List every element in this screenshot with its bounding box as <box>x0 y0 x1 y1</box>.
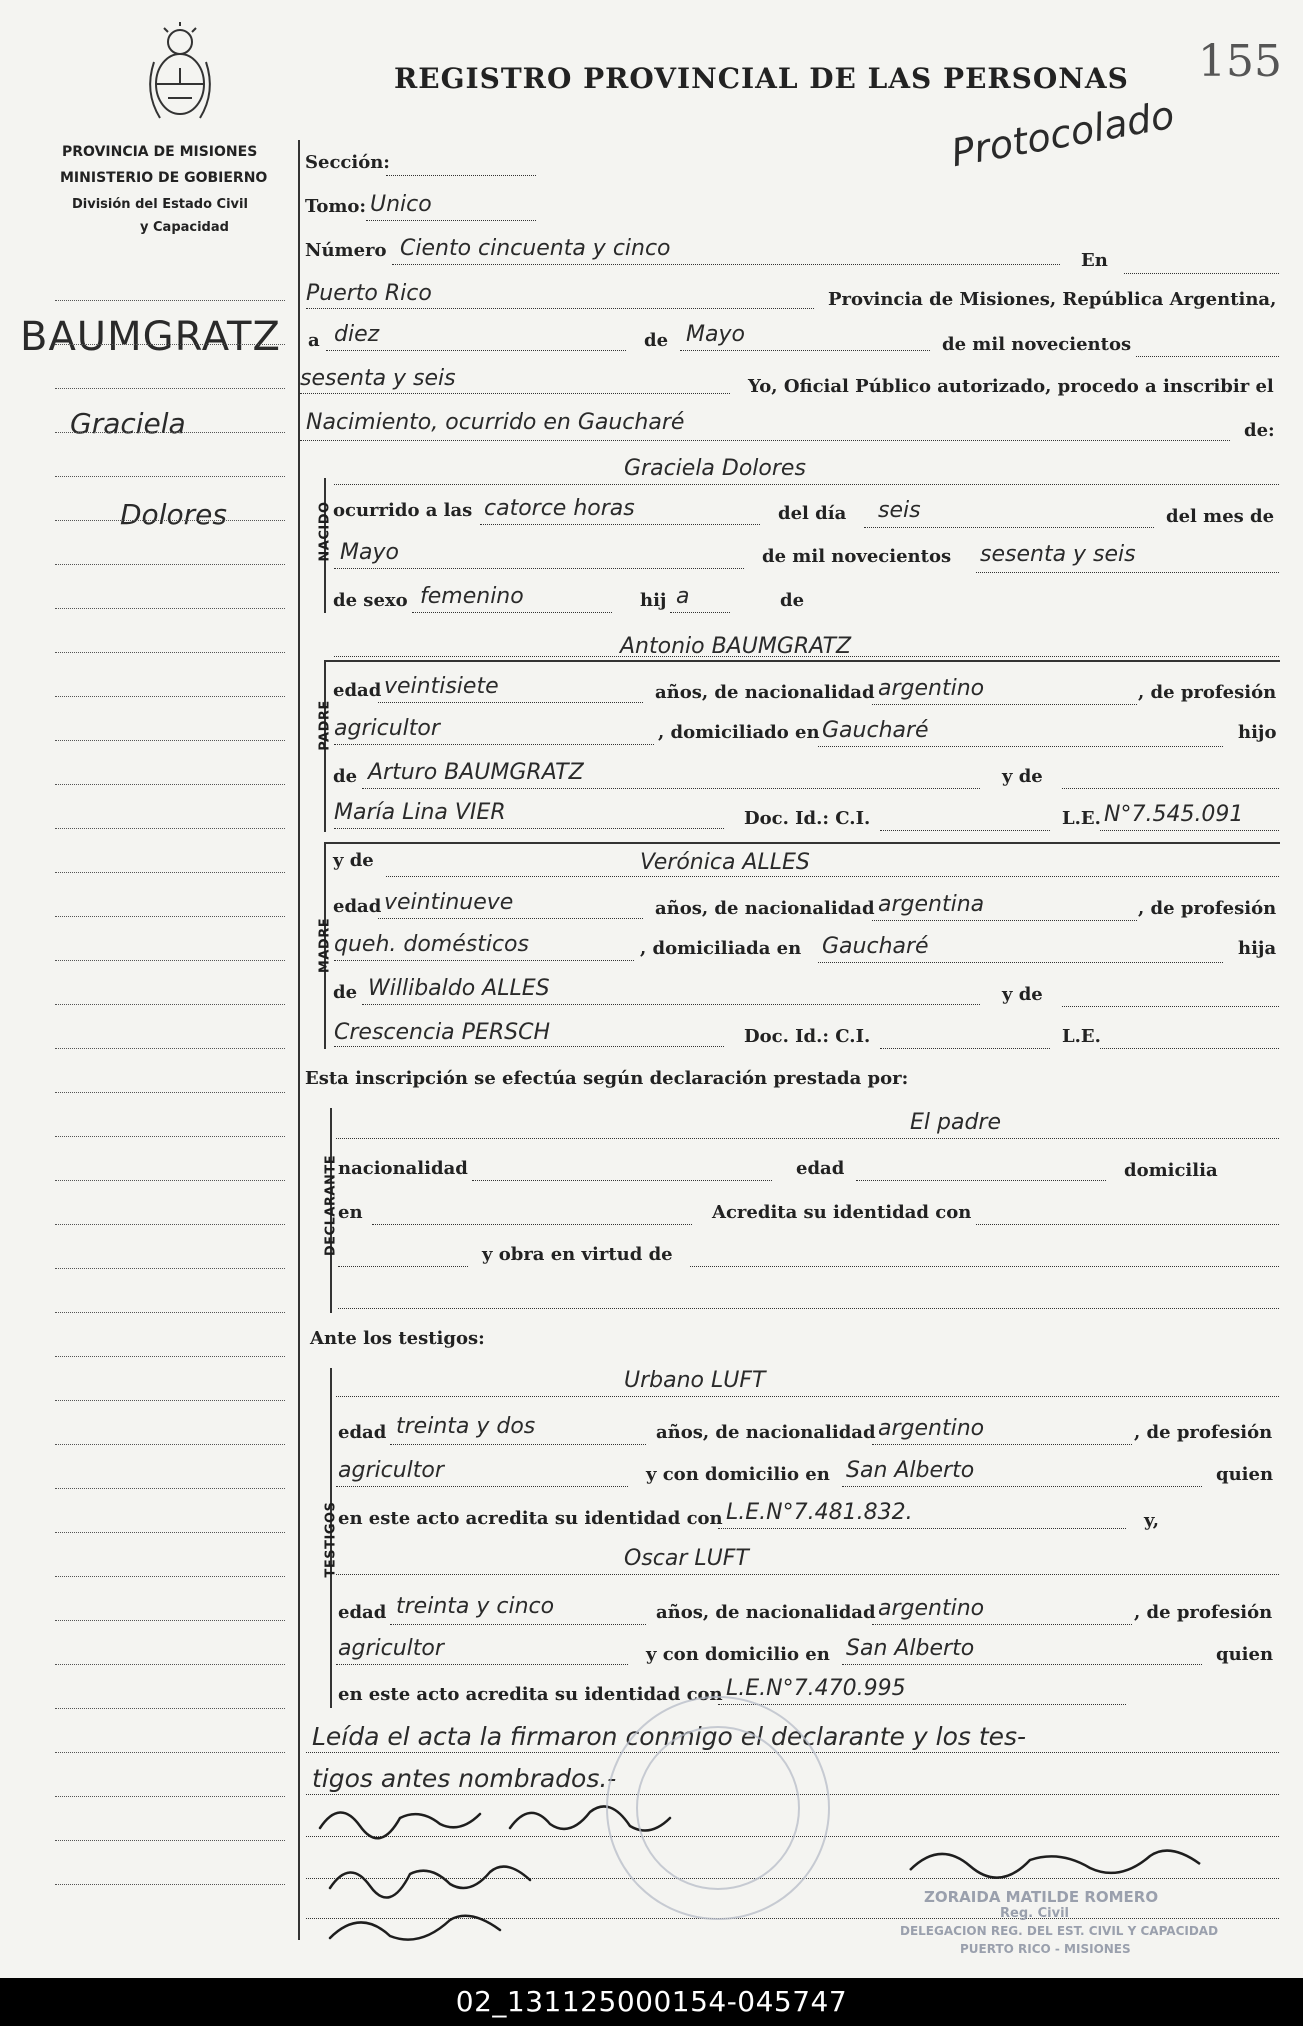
margin-rule-line <box>55 1620 285 1621</box>
seccion-label: Sección: <box>305 152 390 173</box>
closing-line-1: Leída el acta la firmaron conmigo el declarante y los tes- <box>312 1722 1027 1751</box>
year-field <box>300 393 730 394</box>
w1-name-field <box>336 1396 1279 1397</box>
declarante-obra-label: y obra en virtud de <box>482 1244 673 1265</box>
tomo-field <box>366 220 536 221</box>
page-title: REGISTRO PROVINCIAL DE LAS PERSONAS <box>394 62 1129 95</box>
margin-rule-line <box>55 476 285 477</box>
declarante-dom-label: domicilia <box>1124 1160 1218 1181</box>
margin-rule-line <box>55 1048 285 1049</box>
madre-dom-value: Gaucharé <box>822 934 929 959</box>
testigos-intro: Ante los testigos: <box>310 1328 485 1349</box>
padre-nac-field <box>872 704 1137 705</box>
margin-rule-line <box>55 916 285 917</box>
margin-rule-line <box>55 388 285 389</box>
margin-rule-line <box>55 1092 285 1093</box>
w1-dom-value: San Alberto <box>846 1458 975 1483</box>
margin-rule-line <box>55 1884 285 1885</box>
madre-nac-field <box>872 920 1137 921</box>
margin-middle-name: Dolores <box>120 498 227 531</box>
nacido-name-value: Graciela Dolores <box>624 456 806 481</box>
numero-value: Ciento cincuenta y cinco <box>400 236 671 261</box>
w2-nac-value: argentino <box>878 1596 985 1621</box>
w2-name: Oscar LUFT <box>624 1546 749 1571</box>
ocurrido-label: ocurrido a las <box>333 500 473 521</box>
declarante-section-label: DECLARANTE <box>323 1154 339 1257</box>
nacido-mil-label: de mil novecientos <box>762 546 952 567</box>
madre-doc-label: Doc. Id.: C.I. <box>744 1026 871 1047</box>
padre-mother-field <box>334 828 724 829</box>
w2-prof-label: , de profesión <box>1134 1602 1273 1623</box>
padre-y-de-label: y de <box>1002 766 1043 787</box>
official-line-4: PUERTO RICO - MISIONES <box>960 1942 1131 1956</box>
official-signature-icon <box>900 1830 1220 1890</box>
padre-dom-field <box>818 746 1223 747</box>
w1-prof-value: agricultor <box>338 1458 444 1483</box>
declarante-obra-field <box>690 1266 1279 1267</box>
padre-le-label: L.E. <box>1062 808 1101 829</box>
de-label: de <box>644 330 669 351</box>
w1-dom-field <box>842 1486 1202 1487</box>
act-value: Nacimiento, ocurrido en Gaucharé <box>306 410 685 435</box>
w1-prof-label: , de profesión <box>1134 1422 1273 1443</box>
margin-rule-line <box>55 1752 285 1753</box>
nacido-de-label: de <box>780 590 805 611</box>
dia-value: seis <box>878 498 921 523</box>
madre-nac-value: argentina <box>878 892 985 917</box>
w2-doc-value: L.E.N°7.470.995 <box>726 1676 906 1701</box>
w2-edad-field <box>390 1624 646 1625</box>
declarante-en-label: en <box>338 1202 363 1223</box>
numero-field <box>392 264 1060 265</box>
anio-value: sesenta y seis <box>980 542 1136 567</box>
padre-prof-label: , de profesión <box>1138 682 1277 703</box>
madre-dom-field <box>818 962 1223 963</box>
margin-first-name: Graciela <box>70 407 186 440</box>
place-field <box>306 308 814 309</box>
madre-doc-field <box>880 1048 1050 1049</box>
madre-prof-field <box>334 960 634 961</box>
w2-nac-label: años, de nacionalidad <box>656 1602 876 1623</box>
en-field <box>1124 273 1279 274</box>
madre-prof-label: , de profesión <box>1138 898 1277 919</box>
w2-doc-field <box>718 1704 1126 1705</box>
madre-y-de2-label: y de <box>1002 984 1043 1005</box>
madre-hija-label: hija <box>1238 938 1277 959</box>
margin-rule-line <box>55 1312 285 1313</box>
w2-quien-label: quien <box>1216 1644 1274 1665</box>
page-number: 155 <box>1198 36 1282 87</box>
madre-de-label: de <box>333 982 358 1003</box>
w1-acredita-label: en este acto acredita su identidad con <box>338 1508 723 1529</box>
padre-father-value: Arturo BAUMGRATZ <box>368 760 584 785</box>
margin-rule-line <box>55 1664 285 1665</box>
testigos-section-label: TESTIGOS <box>323 1501 339 1578</box>
w1-edad-label: edad <box>338 1422 387 1443</box>
padre-divider <box>324 842 1280 844</box>
margin-rule-line <box>55 432 285 433</box>
margin-rule <box>298 140 300 1940</box>
month-field <box>680 350 930 351</box>
margin-rule-line <box>55 344 285 345</box>
declarante-intro: Esta inscripción se efectúa según declaración prestada por: <box>305 1068 909 1089</box>
image-id-bar <box>0 1978 1303 2026</box>
w1-doc-value: L.E.N°7.481.832. <box>726 1500 913 1525</box>
madre-dom-label: , domiciliada en <box>640 938 802 959</box>
w1-quien-label: quien <box>1216 1464 1274 1485</box>
protocolado-annotation: Protocolado <box>947 92 1178 176</box>
margin-rule-line <box>55 1400 285 1401</box>
w1-name: Urbano LUFT <box>624 1368 766 1393</box>
w2-edad-label: edad <box>338 1602 387 1623</box>
margin-rule-line <box>55 1708 285 1709</box>
w1-edad-field <box>390 1444 646 1445</box>
declarante-edad-field <box>856 1180 1106 1181</box>
w2-dom-label: y con domicilio en <box>646 1644 830 1665</box>
nacido-divider <box>324 660 1280 662</box>
month-value: Mayo <box>686 322 745 347</box>
margin-rule-line <box>55 872 285 873</box>
margin-rule-line <box>55 1796 285 1797</box>
padre-nac-value: argentino <box>878 676 985 701</box>
anio-field <box>976 572 1279 573</box>
mil-label: de mil novecientos <box>942 334 1132 355</box>
padre-edad-label: edad <box>333 680 382 701</box>
madre-section-label: MADRE <box>317 917 333 974</box>
madre-mother-value: Crescencia PERSCH <box>334 1020 550 1045</box>
tomo-value: Unico <box>370 192 432 217</box>
margin-rule-line <box>55 652 285 653</box>
declarante-extra-field <box>338 1308 1279 1309</box>
mil-field <box>1136 356 1279 357</box>
madre-father-field <box>362 1004 980 1005</box>
act-field <box>300 440 1230 441</box>
madre-edad-value: veintinueve <box>384 890 514 915</box>
footer-code: 02_131125000154-045747 <box>455 1985 848 2018</box>
w1-nac-label: años, de nacionalidad <box>656 1422 876 1443</box>
w2-edad-value: treinta y cinco <box>396 1594 555 1619</box>
declarante-obra-pre-field <box>338 1266 468 1267</box>
mes-value: Mayo <box>340 540 399 565</box>
provincia-label: Provincia de Misiones, República Argentina, <box>828 289 1277 310</box>
w2-nac-field <box>872 1624 1132 1625</box>
hora-value: catorce horas <box>484 496 635 521</box>
w2-prof-value: agricultor <box>338 1636 444 1661</box>
w1-nac-field <box>872 1444 1132 1445</box>
declarante-value: El padre <box>910 1110 1001 1135</box>
seccion-field <box>386 175 536 176</box>
padre-dom-label: , domiciliado en <box>658 722 820 743</box>
en-label: En <box>1081 250 1108 271</box>
place-value: Puerto Rico <box>306 281 432 306</box>
ministry-label: MINISTERIO DE GOBIERNO <box>60 170 268 186</box>
padre-edad-value: veintisiete <box>384 674 499 699</box>
margin-rule-line <box>55 828 285 829</box>
margin-rule-line <box>55 1488 285 1489</box>
margin-rule-line <box>55 608 285 609</box>
madre-le-label: L.E. <box>1062 1026 1101 1047</box>
year-value: sesenta y seis <box>300 366 456 391</box>
de-colon-label: de: <box>1244 420 1275 441</box>
closing-line-2: tigos antes nombrados.- <box>312 1764 617 1793</box>
margin-surname: BAUMGRATZ <box>20 314 281 360</box>
declarante-field <box>336 1138 1279 1139</box>
sexo-field <box>412 612 612 613</box>
margin-rule-line <box>55 1840 285 1841</box>
margin-rule-line <box>55 1180 285 1181</box>
declarante-acredita-label: Acredita su identidad con <box>712 1202 972 1223</box>
padre-name-value: Antonio BAUMGRATZ <box>620 634 852 659</box>
tomo-label: Tomo: <box>305 196 367 217</box>
declarante-nac-label: nacionalidad <box>338 1158 468 1179</box>
margin-rule-line <box>55 740 285 741</box>
padre-prof-value: agricultor <box>334 716 440 741</box>
declarante-en-field <box>372 1224 692 1225</box>
madre-le-field <box>1100 1048 1279 1049</box>
del-dia-label: del día <box>778 503 847 524</box>
margin-rule-line <box>55 1356 285 1357</box>
declarante-acredita-field <box>976 1224 1279 1225</box>
padre-nac-label: años, de nacionalidad <box>655 682 875 703</box>
province-label: PROVINCIA DE MISIONES <box>62 144 258 160</box>
madre-father-value: Willibaldo ALLES <box>368 976 550 1001</box>
hora-field <box>480 524 760 525</box>
padre-mother-value: María Lina VIER <box>334 800 506 825</box>
day-field <box>326 350 626 351</box>
w1-dom-label: y con domicilio en <box>646 1464 830 1485</box>
padre-section-label: PADRE <box>317 700 333 751</box>
w1-edad-value: treinta y dos <box>396 1414 536 1439</box>
madre-prof-value: queh. domésticos <box>334 932 529 957</box>
numero-label: Número <box>305 240 387 261</box>
margin-rule-line <box>55 1268 285 1269</box>
hij-value: a <box>676 584 690 609</box>
declarante-nac-field <box>472 1180 772 1181</box>
declarante-edad-label: edad <box>796 1158 845 1179</box>
margin-rule-line <box>55 1532 285 1533</box>
madre-mother-field <box>334 1046 724 1047</box>
margin-rule-line <box>55 520 285 521</box>
padre-hijo-label: hijo <box>1238 722 1277 743</box>
hij-field <box>670 612 730 613</box>
madre-nac-label: años, de nacionalidad <box>655 898 875 919</box>
w2-name-field <box>336 1574 1279 1575</box>
a-label: a <box>308 330 320 351</box>
nacido-name-field <box>334 484 1279 485</box>
hij-label: hij <box>640 590 667 611</box>
del-mes-label: del mes de <box>1166 506 1275 527</box>
madre-edad-field <box>378 918 643 919</box>
margin-rule-line <box>55 1224 285 1225</box>
sexo-label: de sexo <box>333 590 408 611</box>
division-label: División del Estado Civil <box>72 197 248 212</box>
division-label-2: y Capacidad <box>140 220 229 235</box>
padre-le-field <box>1100 830 1279 831</box>
madre-name-field <box>386 876 1279 877</box>
padre-father-field <box>362 788 980 789</box>
madre-name-value: Verónica ALLES <box>640 850 810 875</box>
margin-rule-line <box>55 960 285 961</box>
padre-y-de-field <box>1062 788 1279 789</box>
yo-label: Yo, Oficial Público autorizado, procedo a inscribir el <box>748 376 1274 397</box>
sexo-value: femenino <box>420 584 524 609</box>
w1-y-label: y, <box>1144 1510 1160 1531</box>
madre-edad-label: edad <box>333 896 382 917</box>
nacido-section-label: NACIDO <box>317 501 333 562</box>
padre-doc-label: Doc. Id.: C.I. <box>744 808 871 829</box>
margin-rule-line <box>55 696 285 697</box>
w1-nac-value: argentino <box>878 1416 985 1441</box>
madre-y-de-label: y de <box>333 850 374 871</box>
w2-prof-field <box>336 1664 628 1665</box>
padre-dom-value: Gaucharé <box>822 718 929 743</box>
official-line-3: DELEGACION REG. DEL EST. CIVIL Y CAPACIDAD <box>900 1924 1219 1938</box>
dia-field <box>864 527 1154 528</box>
padre-name-field <box>334 656 1279 657</box>
margin-rule-line <box>55 1136 285 1137</box>
margin-rule-line <box>55 300 285 301</box>
mes-field <box>334 568 744 569</box>
margin-rule-line <box>55 784 285 785</box>
padre-le-value: N°7.545.091 <box>1104 802 1244 827</box>
w2-dom-field <box>842 1664 1202 1665</box>
official-line-2: Reg. Civil <box>1000 1906 1069 1921</box>
margin-rule-line <box>55 564 285 565</box>
official-name: ZORAIDA MATILDE ROMERO <box>924 1888 1159 1906</box>
padre-prof-field <box>334 744 654 745</box>
w2-dom-value: San Alberto <box>846 1636 975 1661</box>
padre-de-label: de <box>333 766 358 787</box>
w2-acredita-label: en este acto acredita su identidad con <box>338 1684 723 1705</box>
madre-y-de2-field <box>1062 1006 1279 1007</box>
w1-prof-field <box>336 1486 628 1487</box>
seal-stamp-inner <box>636 1726 800 1890</box>
margin-rule-line <box>55 1444 285 1445</box>
padre-doc-field <box>880 830 1050 831</box>
coat-of-arms-icon <box>140 22 220 132</box>
margin-rule-line <box>55 1004 285 1005</box>
w1-doc-field <box>718 1528 1126 1529</box>
margin-rule-line <box>55 1576 285 1577</box>
day-value: diez <box>334 322 380 347</box>
padre-edad-field <box>378 702 643 703</box>
